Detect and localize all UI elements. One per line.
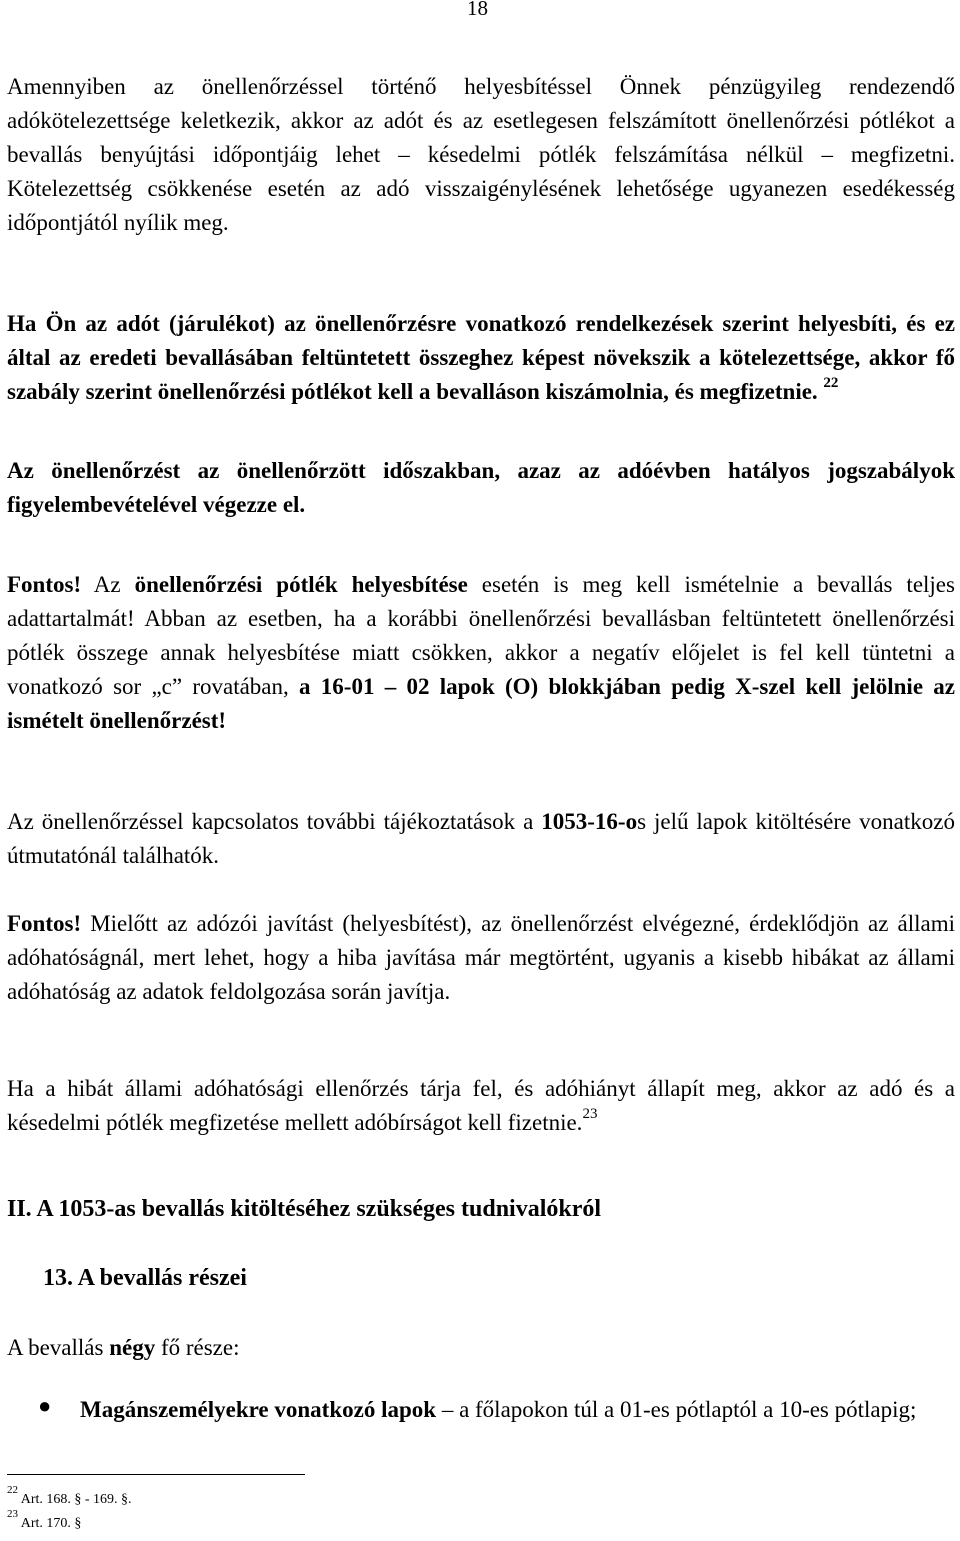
paragraph-1: Amennyiben az önellenőrzéssel történő helyesbítéssel Önnek pénzügyileg rendezendő adókötelezettsége keletkezik, akkor az adót és az esetlegesen felszámított önellenőrzési pótlékot a bevallás benyújtási időpontjáig lehet – késedelmi pótlék felszámítása nélkül – megfizetni. Kötelezettség csökkenése esetén az adó visszaigénylésének lehetősége ugyanezen esedékesség időpontjától nyílik meg. <box>7 74 955 235</box>
paragraph-5-bold: 1053-16-o <box>541 809 638 834</box>
paragraph-7 <box>7 1072 955 1140</box>
paragraph-7-text: Ha a hibát állami adóhatósági ellenőrzés tárja fel, és adóhiányt állapít meg, akkor az adó és a késedelmi pótlék megfizetése mellett adóbírságot kell fizetnie. <box>7 1076 955 1135</box>
bullet-item <box>80 1393 955 1427</box>
paragraph-8-bold: négy <box>109 1335 156 1360</box>
footnote-divider <box>7 1474 305 1475</box>
footnote-23-text: Art. 170. § <box>18 1516 82 1531</box>
bullet-item-text: – a főlapokon túl a 01-es pótlaptól a 10-es pótlapig; <box>436 1397 917 1422</box>
paragraph-5 <box>7 805 955 873</box>
bullet-icon: ● <box>38 1393 52 1418</box>
paragraph-4-bold-2: a 16-01 – 02 lapok (O) blokkjában pedig X-szel kell jelölnie az ismételt önellenőrzést! <box>7 674 956 733</box>
paragraph-8-text-2: fő része: <box>155 1335 240 1360</box>
footnote-23-number: 23 <box>7 1508 18 1521</box>
fontos-label-2: Fontos! <box>7 911 82 936</box>
footnote-22 <box>7 1484 132 1508</box>
paragraph-8 <box>7 1331 955 1365</box>
footnote-22-text: Art. 168. § - 169. §. <box>18 1492 132 1507</box>
section-heading: II. A 1053-as bevallás kitöltéséhez szükséges tudnivalókról <box>7 1196 602 1222</box>
paragraph-4-text-1: Az <box>81 572 135 597</box>
paragraph-5-text-1: Az önellenőrzéssel kapcsolatos további tájékoztatások a <box>7 809 542 834</box>
footnote-23 <box>7 1508 82 1532</box>
paragraph-6-text: Mielőtt az adózói javítást (helyesbítést), az önellenőrzést elvégezné, érdeklődjön az állami adóhatóságnál, mert lehet, hogy a hiba javítása már megtörtént, ugyanis a kisebb hibákat az állami adóhatóság az adatok feldolgozása során javítja. <box>7 911 955 1004</box>
paragraph-4-text-2: esetén is meg kell ismételnie a bevallás teljes adattartalmát! Abban az esetben, ha a korábbi önellenőrzési bevallásban feltüntetett önellenőrzési pótlék összege annak helyesbítése miatt csökken, akkor a negatív előjelet is fel kell tüntetni a vonatkozó sor „c” rovatában, <box>7 572 955 699</box>
paragraph-5-text-2: s jelű lapok kitöltésére vonatkozó útmutatónál találhatók. <box>7 809 955 868</box>
footnote-22-number: 22 <box>7 1484 18 1497</box>
page-number: 18 <box>467 0 488 20</box>
subsection-heading: 13. A bevallás részei <box>43 1265 247 1291</box>
footnote-ref-23: 23 <box>582 1106 598 1123</box>
paragraph-2 <box>7 307 955 409</box>
paragraph-8-text-1: A bevallás <box>7 1335 110 1360</box>
paragraph-6 <box>7 907 955 1009</box>
paragraph-4-bold-1: önellenőrzési pótlék helyesbítése <box>134 572 468 597</box>
paragraph-4 <box>7 568 955 738</box>
fontos-label: Fontos! <box>7 572 82 597</box>
paragraph-3: Az önellenőrzést az önellenőrzött időszakban, azaz az adóévben hatályos jogszabályok figyelembevételével végezze el. <box>7 458 955 517</box>
bullet-item-bold: Magánszemélyekre vonatkozó lapok <box>80 1397 437 1422</box>
footnote-ref-22: 22 <box>823 375 839 392</box>
paragraph-2-text: Ha Ön az adót (járulékot) az önellenőrzésre vonatkozó rendelkezések szerint helyesbíti, és ez által az eredeti bevallásában feltüntetett összeghez képest növekszik a kötelezettsége, akkor fő szabály szerint önellenőrzési pótlékot kell a bevalláson kiszámolnia, és megfizetnie. <box>7 311 955 404</box>
